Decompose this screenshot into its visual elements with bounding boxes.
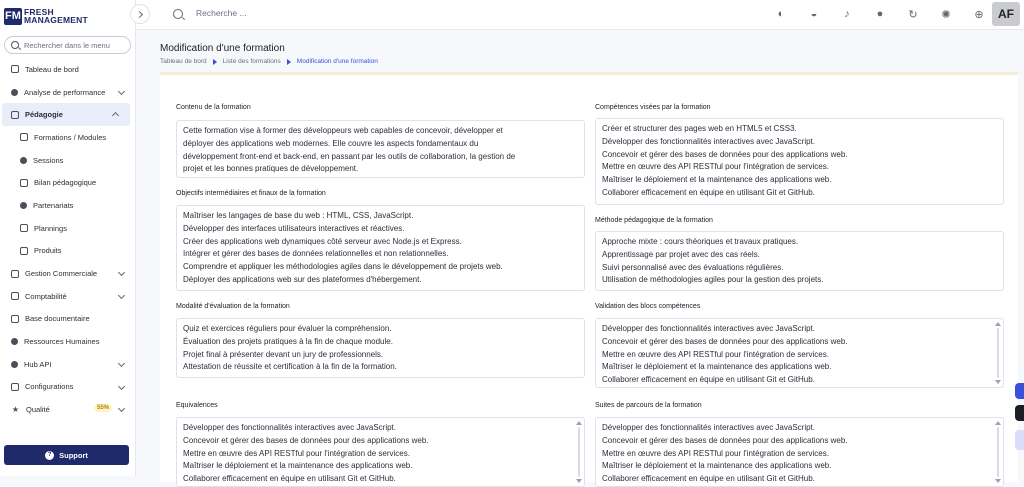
- equivalences-label: Equivalences: [176, 402, 218, 409]
- bar-chart-icon: [20, 179, 28, 187]
- scroll-down-icon: [576, 479, 582, 483]
- sidebar-item-pedagogie[interactable]: [2, 103, 130, 126]
- sidebar-item-ressources-humaines[interactable]: [0, 330, 136, 353]
- sidebar-item-label: Configurations: [25, 382, 74, 392]
- sidebar-item-qualite[interactable]: [0, 398, 136, 421]
- calendar-icon: [20, 224, 28, 232]
- sidebar-item-label: Ressources Humaines: [24, 337, 100, 347]
- methode-textarea[interactable]: [595, 231, 1004, 291]
- settings-icon: [11, 383, 19, 391]
- text-line: Développer des interfaces utilisateurs interactives et réactives.: [183, 223, 405, 233]
- logo-line-2: MANAGEMENT: [24, 15, 88, 25]
- search-icon: [173, 9, 183, 19]
- sidebar-nav: [0, 58, 136, 421]
- sidebar-item-label: Produits: [34, 246, 62, 256]
- global-search-input[interactable]: Recherche ...: [196, 8, 247, 18]
- text-line: Développer des fonctionnalités interactives avec JavaScript.: [602, 423, 815, 432]
- text-line: Collaborer efficacement en équipe en utilisant Git et GitHub.: [602, 187, 815, 197]
- sidebar-item-label: Base documentaire: [25, 314, 90, 324]
- text-line: Maîtriser le déploiement et la maintenance des applications web.: [602, 461, 832, 471]
- text-line: Mettre en œuvre des API RESTful pour l'intégration de services.: [602, 162, 829, 172]
- sidebar-item-label: Bilan pédagogique: [34, 178, 97, 188]
- document-icon: [11, 315, 19, 323]
- chevron-up-icon: [112, 112, 119, 119]
- sidebar-item-analyse-de-performance[interactable]: [0, 81, 136, 104]
- text-line: Développer des fonctionnalités interactives avec JavaScript.: [183, 423, 396, 432]
- objectifs-label: Objectifs intermédiaires et finaux de la formation: [176, 190, 326, 197]
- sidebar-item-gestion-commerciale[interactable]: [0, 262, 136, 285]
- text-line: Quiz et exercices réguliers pour évaluer la compréhension.: [183, 324, 392, 333]
- textarea-scrollbar[interactable]: [995, 322, 1001, 384]
- page-header: [160, 43, 378, 65]
- sidebar-item-bilan-pedagogique[interactable]: [0, 171, 136, 194]
- text-line: Collaborer efficacement en équipe en utilisant Git et GitHub.: [602, 375, 815, 385]
- text-line: Maîtriser le déploiement et la maintenance des applications web.: [602, 175, 832, 185]
- breadcrumb-separator-icon: [287, 59, 291, 65]
- menu-search-placeholder: Rechercher dans le menu: [24, 40, 110, 50]
- text-line: Déployer des applications web sur des plateformes d'hébergement.: [183, 274, 422, 284]
- scroll-down-icon: [995, 479, 1001, 483]
- methode-label: Méthode pédagogique de la formation: [595, 217, 713, 224]
- quality-badge: 55%: [94, 404, 112, 412]
- sidebar-item-partenariats[interactable]: [0, 194, 136, 217]
- modalite-textarea[interactable]: [176, 318, 585, 378]
- text-line: Cette formation vise à former des développeurs web capables de concevoir, développer et: [183, 126, 503, 135]
- sidebar-item-label: Qualité: [26, 405, 50, 415]
- text-line: Mettre en œuvre des API RESTful pour l'intégration de services.: [602, 448, 829, 458]
- text-line: projet et les bonnes pratiques de développement.: [183, 164, 359, 174]
- modalite-label: Modalité d'évaluation de la formation: [176, 303, 290, 310]
- scroll-track: [578, 427, 580, 477]
- text-line: Concevoir et gérer des bases de données pour des applications web.: [602, 149, 848, 159]
- sidebar-item-label: Partenariats: [33, 200, 74, 210]
- hub-icon: [11, 361, 18, 368]
- chevron-down-icon: [118, 292, 125, 299]
- scroll-track: [997, 427, 999, 477]
- star-icon: ★: [11, 405, 20, 415]
- scroll-track: [997, 328, 999, 378]
- sidebar-item-tableau-de-bord[interactable]: [0, 58, 136, 81]
- text-line: Évaluation des projets pratiques à la fin de chaque module.: [183, 336, 393, 346]
- breadcrumb-current: Modification d'une formation: [296, 58, 378, 65]
- text-line: Concevoir et gérer des bases de données pour des applications web.: [602, 336, 848, 346]
- breadcrumb-separator-icon: [213, 59, 217, 65]
- theme-icon[interactable]: ◐: [777, 8, 785, 20]
- handshake-icon: [20, 202, 27, 209]
- contenu-textarea[interactable]: [176, 120, 585, 178]
- topbar-icons: [755, 7, 986, 21]
- text-line: Concevoir et gérer des bases de données pour des applications web.: [602, 435, 848, 445]
- sun-icon[interactable]: ✺: [941, 8, 951, 21]
- text-line: Intégrer et gérer des bases de données relationnelles et non relationnelles.: [183, 249, 449, 259]
- text-line: Mettre en œuvre des API RESTful pour l'intégration de services.: [183, 448, 410, 458]
- sidebar-item-produits[interactable]: [0, 240, 136, 263]
- profile-icon[interactable]: ●: [876, 8, 884, 20]
- sidebar-item-label: Tableau de bord: [25, 64, 79, 74]
- contenu-label: Contenu de la formation: [176, 104, 251, 111]
- text-line: Développer des fonctionnalités interactives avec JavaScript.: [602, 324, 815, 333]
- topbar: [136, 0, 1024, 30]
- text-line: Maîtriser les langages de base du web : HTML, CSS, JavaScript.: [183, 211, 414, 220]
- sidebar-item-label: Gestion Commerciale: [25, 269, 98, 279]
- sidebar: [0, 0, 136, 476]
- validation-label: Validation des blocs compétences: [595, 303, 701, 310]
- list-icon: [20, 133, 28, 141]
- sidebar-item-label: Plannings: [34, 223, 67, 233]
- suites-label: Suites de parcours de la formation: [595, 402, 702, 409]
- text-line: déployer des applications web modernes. Elle couvre les aspects fondamentaux du: [183, 138, 479, 148]
- palette-icon[interactable]: ◒: [810, 8, 818, 20]
- competences-textarea[interactable]: [595, 118, 1004, 205]
- dashboard-icon: [11, 65, 19, 73]
- chevron-down-icon: [118, 383, 125, 390]
- text-line: Créer et structurer des pages web en HTML5 et CSS3.: [602, 124, 797, 133]
- equivalences-textarea[interactable]: [176, 417, 585, 487]
- textarea-scrollbar[interactable]: [576, 421, 582, 483]
- validation-textarea[interactable]: [595, 318, 1004, 388]
- logo-line-1: FRESH: [24, 7, 54, 17]
- sidebar-item-configurations[interactable]: [0, 376, 136, 399]
- text-line: développement front-end et back-end, en passant par les outils de collaboration, la gestion de: [183, 151, 516, 161]
- box-icon: [20, 247, 28, 255]
- scroll-up-icon: [995, 322, 1001, 326]
- book-icon: [11, 111, 19, 119]
- text-line: Concevoir et gérer des bases de données pour des applications web.: [183, 435, 429, 445]
- text-line: Maîtriser le déploiement et la maintenance des applications web.: [183, 461, 413, 471]
- breadcrumb-item[interactable]: Liste des formations: [222, 58, 281, 65]
- menu-search-input[interactable]: [4, 36, 131, 54]
- suites-textarea[interactable]: [595, 417, 1004, 487]
- users-icon: [20, 157, 27, 164]
- support-button[interactable]: [4, 445, 129, 465]
- logo-mark: FM: [4, 8, 22, 25]
- sidebar-item-base-documentaire[interactable]: [0, 308, 136, 331]
- sidebar-toggle-button[interactable]: [130, 4, 150, 24]
- floating-tool-widget[interactable]: [1015, 405, 1024, 421]
- help-icon: ?: [45, 451, 54, 460]
- text-line: Mettre en œuvre des API RESTful pour l'intégration de services.: [602, 349, 829, 359]
- breadcrumb-item[interactable]: Tableau de bord: [160, 58, 207, 65]
- app-logo[interactable]: [4, 6, 88, 26]
- sidebar-item-hub-api[interactable]: [0, 353, 136, 376]
- text-line: Maîtriser le déploiement et la maintenance des applications web.: [602, 362, 832, 372]
- breadcrumb: [160, 58, 378, 65]
- chevron-down-icon: [118, 360, 125, 367]
- chart-icon: [11, 89, 18, 96]
- people-icon: [11, 338, 18, 345]
- text-line: Utilisation de méthodologies agiles pour la gestion des projets.: [602, 275, 824, 285]
- sidebar-item-sessions[interactable]: [0, 149, 136, 172]
- text-line: Collaborer efficacement en équipe en utilisant Git et GitHub.: [183, 474, 396, 484]
- formation-form: [160, 72, 1018, 482]
- chevron-down-icon: [118, 405, 125, 412]
- sidebar-item-plannings[interactable]: [0, 217, 136, 240]
- bell-icon[interactable]: ♪: [844, 8, 850, 20]
- search-icon: [11, 41, 19, 49]
- support-label: Support: [59, 450, 88, 460]
- zoom-icon[interactable]: ⊕: [974, 8, 984, 21]
- text-line: Projet final à présenter devant un jury de professionnels.: [183, 349, 384, 359]
- text-line: Comprendre et appliquer les méthodologies agiles dans le développement de projets web.: [183, 262, 503, 272]
- objectifs-textarea[interactable]: [176, 205, 585, 291]
- sidebar-item-label: Hub API: [24, 359, 52, 369]
- refresh-icon[interactable]: ↻: [908, 8, 918, 21]
- text-line: Apprentissage par projet avec des cas réels.: [602, 249, 760, 259]
- scroll-down-icon: [995, 380, 1001, 384]
- floating-chat-widget[interactable]: [1015, 383, 1024, 399]
- sidebar-item-label: Pédagogie: [25, 110, 63, 120]
- chevron-down-icon: [118, 88, 125, 95]
- sidebar-item-label: Formations / Modules: [34, 132, 107, 142]
- text-line: Collaborer efficacement en équipe en utilisant Git et GitHub.: [602, 474, 815, 484]
- text-line: Créer des applications web dynamiques côté serveur avec Node.js et Express.: [183, 236, 462, 246]
- text-line: Développer des fonctionnalités interactives avec JavaScript.: [602, 136, 815, 146]
- text-line: Attestation de réussite et certification à la fin de la formation.: [183, 362, 397, 372]
- sidebar-item-formations-modules[interactable]: [0, 126, 136, 149]
- chevron-down-icon: [118, 269, 125, 276]
- avatar[interactable]: AF: [992, 2, 1020, 26]
- competences-label: Compétences visées par la formation: [595, 104, 711, 111]
- text-line: Approche mixte : cours théoriques et travaux pratiques.: [602, 237, 799, 246]
- logo-text: [24, 8, 88, 24]
- sidebar-item-label: Analyse de performance: [24, 87, 106, 97]
- briefcase-icon: [11, 270, 19, 278]
- scroll-up-icon: [576, 421, 582, 425]
- sidebar-item-label: Comptabilité: [25, 291, 67, 301]
- textarea-scrollbar[interactable]: [995, 421, 1001, 483]
- floating-scroll-widget[interactable]: [1015, 430, 1024, 450]
- sidebar-item-label: Sessions: [33, 155, 64, 165]
- text-line: Suivi personnalisé avec des évaluations régulières.: [602, 262, 784, 272]
- chevron-right-icon: [135, 10, 142, 17]
- page-title: Modification d'une formation: [160, 43, 285, 54]
- calculator-icon: [11, 292, 19, 300]
- scroll-up-icon: [995, 421, 1001, 425]
- sidebar-item-comptabilite[interactable]: [0, 285, 136, 308]
